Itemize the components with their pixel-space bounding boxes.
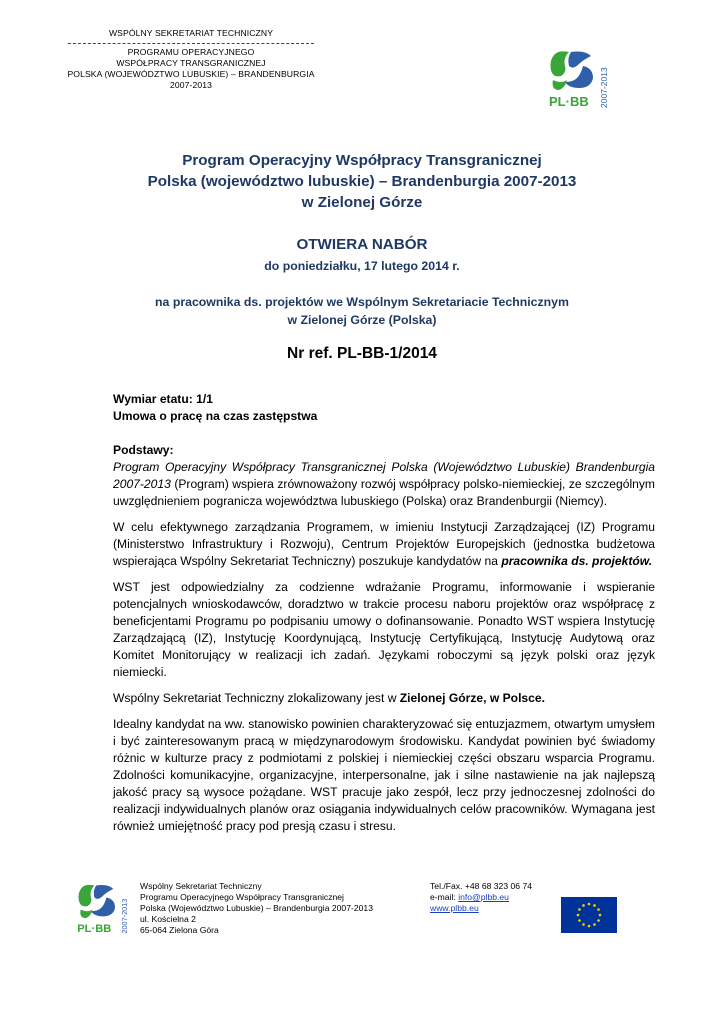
paragraph-program bbox=[113, 459, 655, 510]
eu-star bbox=[578, 908, 581, 911]
logo-green-top-shape bbox=[551, 51, 570, 76]
footer-www-row bbox=[430, 903, 532, 914]
logo-years: 2007-2013 bbox=[599, 67, 609, 108]
paragraph-program-rest: (Program) wspiera zrównoważony rozwój współpracy polsko-niemieckiej, ze szczególnym uwzględnieniem pogranicza województwa lubuskiego (Polska) oraz Brandenburgii (Niemcy). bbox=[113, 477, 655, 508]
eu-flag-background bbox=[561, 897, 617, 933]
body-content bbox=[113, 391, 655, 835]
position-line2: w Zielonej Górze (Polska) bbox=[287, 313, 437, 327]
eu-star bbox=[588, 925, 591, 928]
header-line4: 2007-2013 bbox=[170, 80, 212, 90]
reference-number: Nr ref. PL-BB-1/2014 bbox=[287, 345, 437, 362]
paragraph-management bbox=[113, 519, 655, 570]
program-title-line3: w Zielonej Górze bbox=[301, 194, 423, 211]
program-title-line2: Polska (województwo lubuskie) – Brandenburgia 2007-2013 bbox=[147, 173, 577, 190]
plbb-logo bbox=[547, 48, 611, 112]
header-line3: POLSKA (WOJEWÓDZTWO LUBUSKIE) – BRANDENBURGIA bbox=[67, 69, 315, 79]
logo-text: PL·BB bbox=[549, 94, 589, 109]
program-title-line1: Program Operacyjny Współpracy Transgranicznej bbox=[182, 152, 542, 169]
header-org: WSPÓLNY SEKRETARIAT TECHNICZNY bbox=[108, 28, 274, 38]
footer-program-region: Polska (Województwo Lubuskie) – Brandenburgia 2007-2013 bbox=[140, 903, 373, 913]
basis-label: Podstawy: bbox=[113, 443, 174, 457]
position-description bbox=[0, 293, 724, 329]
footer-www-link[interactable]: www.plbb.eu bbox=[430, 903, 479, 913]
footer-address bbox=[140, 881, 373, 936]
paragraph-management-position: pracownika ds. projektów. bbox=[501, 554, 653, 568]
paragraph-location-text: Wspólny Sekretariat Techniczny zlokalizowany jest w bbox=[113, 691, 400, 705]
footer-logo-text: PL·BB bbox=[77, 922, 112, 935]
contract-info: Umowa o pracę na czas zastępstwa bbox=[113, 409, 318, 423]
footer-logo-years: 2007-2013 bbox=[120, 898, 130, 934]
footer-email-row bbox=[430, 892, 532, 903]
eu-flag-icon bbox=[561, 897, 617, 933]
footer-program: Programu Operacyjnego Współpracy Transgranicznej bbox=[140, 892, 344, 902]
paragraph-management-text: W celu efektywnego zarządzania Programem, w imieniu Instytucji Zarządzającej (IZ) Programu (Ministerstwo Infrastruktury i Rozwoju), Centrum Projektów Europejskich (jednostka budżetowa wspierająca Wspólny Sekretariat Techniczny) poszukuje kandydatów na bbox=[113, 520, 655, 568]
eu-star bbox=[597, 908, 600, 911]
footer-logo-green-top-shape bbox=[79, 885, 95, 907]
footer-logo-green-bottom-shape bbox=[80, 910, 92, 919]
eu-star bbox=[588, 903, 591, 906]
header-block bbox=[60, 28, 322, 91]
eu-star bbox=[593, 904, 596, 907]
footer-contact bbox=[430, 881, 532, 914]
eu-star bbox=[599, 914, 602, 917]
logo-green-bottom-shape bbox=[553, 80, 567, 90]
paragraph-program-italic: Program Operacyjny Współpracy Transgranicznej Polska (Województwo Lubuskie) Brandenburgia 2007-2013 bbox=[113, 460, 655, 491]
footer-email-link[interactable]: info@plbb.eu bbox=[458, 892, 509, 902]
eu-star bbox=[582, 923, 585, 926]
header-line1: PROGRAMU OPERACYJNEGO bbox=[127, 47, 255, 57]
eu-star bbox=[582, 904, 585, 907]
footer-street: ul. Kościelna 2 bbox=[140, 914, 196, 924]
logo-blue-top-shape bbox=[568, 52, 591, 68]
footer-phone: Tel./Fax. +48 68 323 06 74 bbox=[430, 881, 533, 891]
footer-org: Wspólny Sekretariat Techniczny bbox=[140, 881, 262, 891]
program-title bbox=[0, 150, 724, 213]
eu-star bbox=[578, 919, 581, 922]
header-separator bbox=[68, 43, 314, 44]
paragraph-location bbox=[113, 690, 655, 707]
footer-logo-blue-bottom-shape bbox=[91, 897, 115, 916]
logo-blue-bottom-shape bbox=[565, 66, 593, 88]
eu-star bbox=[593, 923, 596, 926]
footer-city: 65-064 Zielona Góra bbox=[140, 925, 219, 935]
recruitment-heading: OTWIERA NABÓR bbox=[296, 236, 428, 253]
footer-plbb-logo bbox=[74, 882, 132, 937]
footer-logo-blue-top-shape bbox=[94, 885, 113, 899]
paragraph-location-city: Zielonej Górze, w Polsce. bbox=[399, 691, 545, 705]
deadline: do poniedziałku, 17 lutego 2014 r. bbox=[264, 259, 460, 273]
footer-email-label: e-mail: bbox=[430, 892, 459, 902]
paragraph-wst: WST jest odpowiedzialny za codzienne wdrażanie Programu, informowanie i wspieranie potencjalnych wnioskodawców, doradztwo w trakcie procesu naboru projektów oraz współpracę z beneficjentami Programu po podpisaniu umowy o dofinansowanie. Ponadto WST wspiera Instytucję Zarządzającą (IZ), Instytucję Koordynującą, Instytucję Certyfikującą, Instytucję Audytową oraz Komitet Monitorujący w realizacji ich zadań. Językami roboczymi są język polski oraz język niemiecki. bbox=[113, 580, 655, 679]
position-line1: na pracownika ds. projektów we Wspólnym Sekretariacie Technicznym bbox=[155, 295, 569, 309]
paragraph-candidate: Idealny kandydat na ww. stanowisko powinien charakteryzować się entuzjazmem, otwartym umysłem i być zainteresowanym pracą w międzynarodowym środowisku. Kandydat powinien być świadomy różnic w kulturze pracy z podmiotami z polskiej i niemieckiej części obszaru wsparcia Programu. Zdolności komunikacyjne, organizacyjne, interpersonalne, jak i silne nastawienie na jak najlepszą jakość pracy są wysoce pożądane. WST pracuje jako zespół, lecz przy jednoczesnej zdolności do realizacji indywidualnych planów oraz osiągania indywidualnych celów pracowników. Wymagana jest również umiejętność pracy pod presją czasu i stresu. bbox=[113, 717, 655, 833]
etat-info: Wymiar etatu: 1/1 bbox=[113, 392, 213, 406]
eu-star bbox=[597, 919, 600, 922]
eu-star bbox=[577, 914, 580, 917]
header-line2: WSPÓŁPRACY TRANSGRANICZNEJ bbox=[116, 58, 266, 68]
